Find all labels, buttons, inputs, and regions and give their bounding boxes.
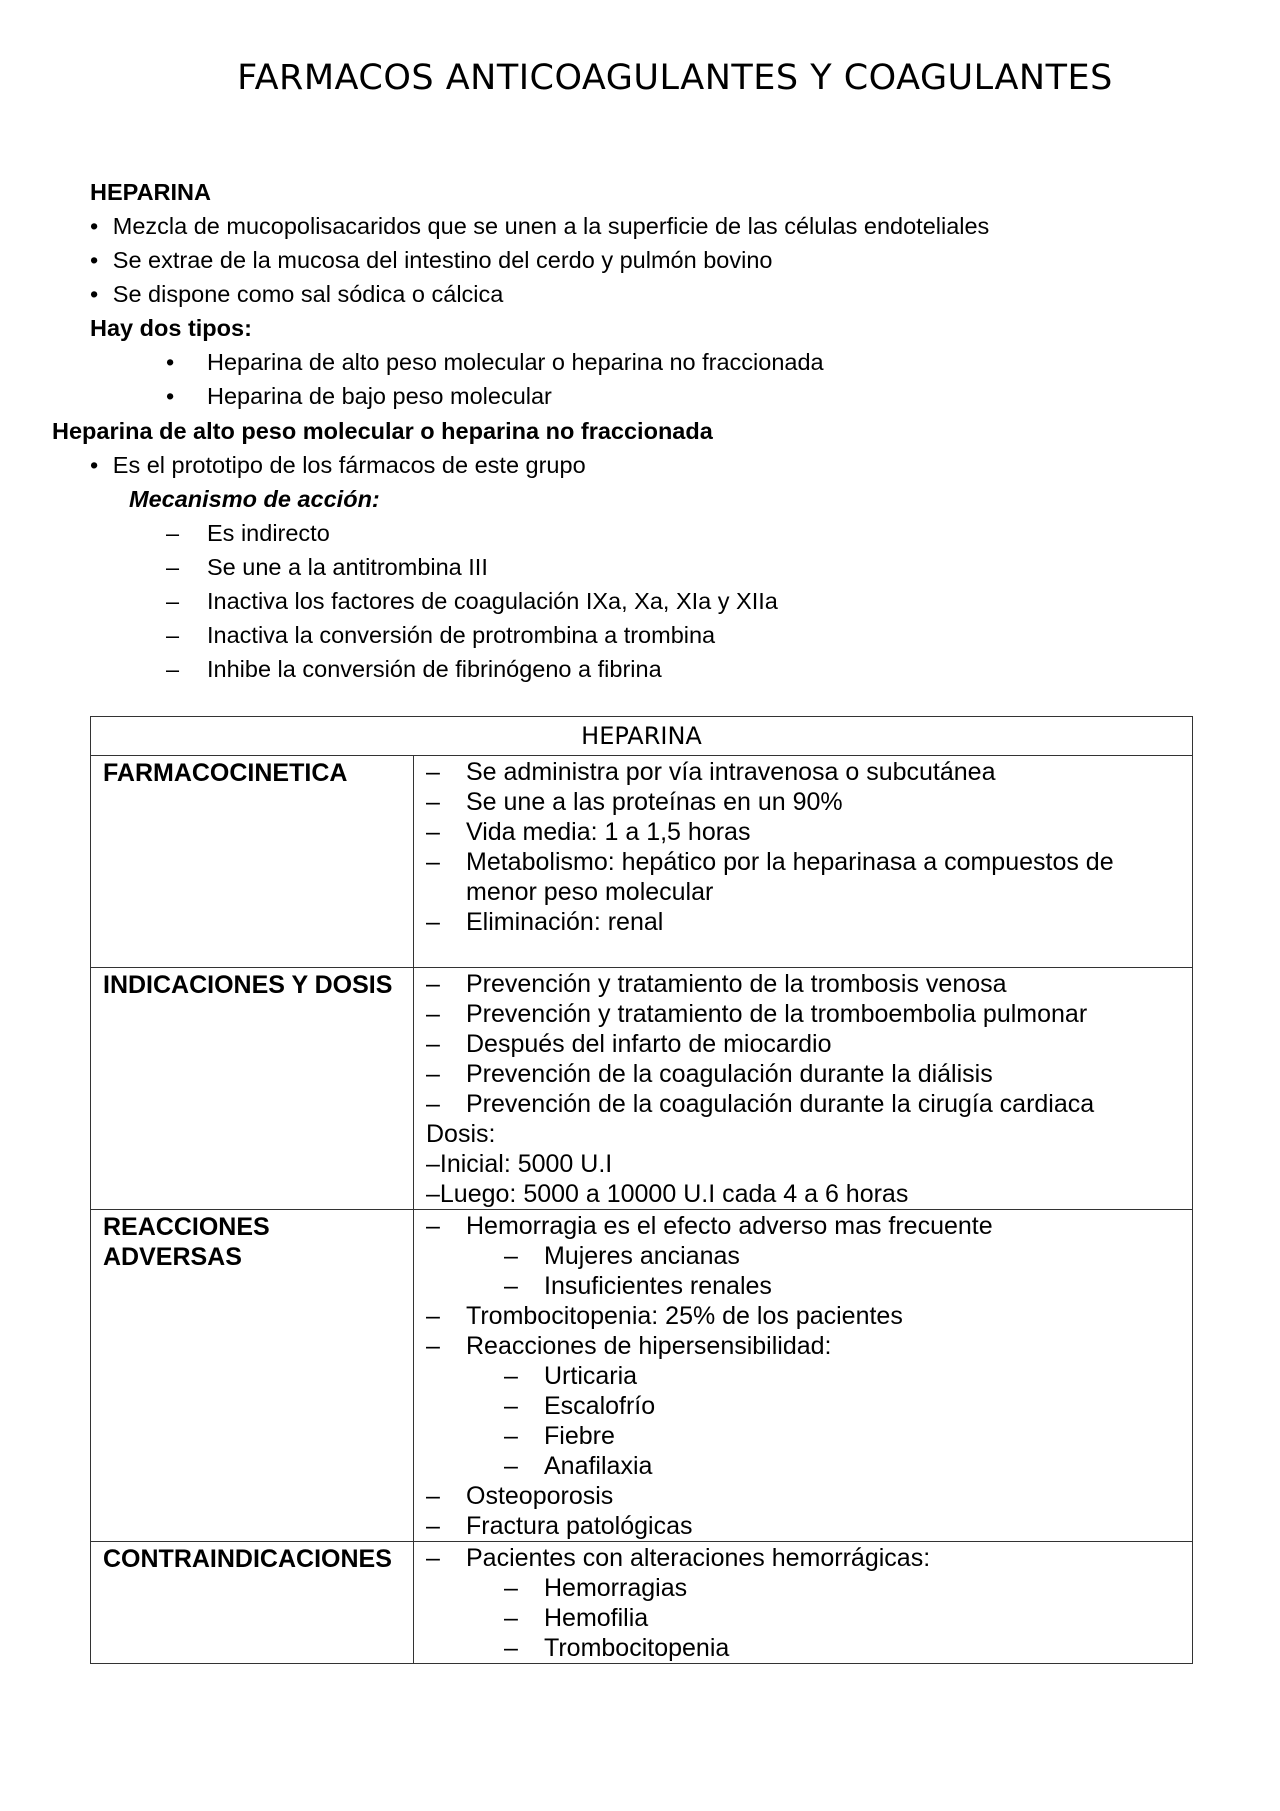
sub-list-item: – Hemorragias [504,1574,688,1602]
tipos-heading: Hay dos tipos: [90,315,252,341]
list-item: – Pacientes con alteraciones hemorrágicas: [426,1544,931,1572]
row-label-reacciones: REACCIONES ADVERSAS [91,1210,414,1542]
row-label-indicaciones: INDICACIONES Y DOSIS [91,968,414,1210]
list-item: – Prevención de la coagulación durante la diálisis [426,1060,993,1088]
list-item: – Vida media: 1 a 1,5 horas [426,818,751,846]
dash-marker: – [166,656,180,682]
bullet-marker: • [90,213,99,239]
table-header: HEPARINA [91,717,1193,756]
list-item: – Se administra por vía intravenosa o subcutánea [426,758,996,786]
table-header-row [91,717,1193,756]
tipo-item-2: • Heparina de bajo peso molecular [166,383,552,409]
heparina-bullet-3: • Se dispone como sal sódica o cálcica [90,281,504,307]
list-item: – Prevención y tratamiento de la trombosis venosa [426,970,1007,998]
dash-marker: – [166,520,180,546]
hapm-bullet: • Es el prototipo de los fármacos de este grupo [90,452,586,478]
tipo-item-1: • Heparina de alto peso molecular o heparina no fraccionada [166,349,824,375]
table-row [91,968,1193,1210]
list-item: – Metabolismo: hepático por la heparinasa a compuestos de menor peso molecular [426,848,1114,906]
dash-marker: – [166,622,180,648]
list-item: – Hemorragia es el efecto adverso mas frecuente [426,1212,993,1240]
sub-list-item: – Mujeres ancianas [504,1242,740,1270]
dosis-label: Dosis: [426,1120,496,1148]
heparina-bullet-1: • Mezcla de mucopolisacaridos que se unen a la superficie de las células endoteliales [90,213,990,239]
hapm-heading: Heparina de alto peso molecular o heparina no fraccionada [52,418,713,444]
row-content-indicaciones [414,968,1193,1210]
bullet-marker: • [90,281,99,307]
list-item: – Trombocitopenia: 25% de los pacientes [426,1302,903,1330]
mecanismo-item-2: – Se une a la antitrombina III [166,554,488,580]
list-item: – Fractura patológicas [426,1512,693,1540]
mecanismo-heading: Mecanismo de acción: [129,486,380,512]
row-label-farmacocinetica: FARMACOCINETICA [91,756,414,968]
page-title: FARMACOS ANTICOAGULANTES Y COAGULANTES [237,58,1113,98]
heparina-heading: HEPARINA [90,179,211,205]
sub-list-item: – Fiebre [504,1422,615,1450]
heparina-table [90,716,1193,1664]
row-content-farmacocinetica [414,756,1193,968]
sub-list-item: – Anafilaxia [504,1452,653,1480]
row-label-contraindicaciones: CONTRAINDICACIONES [91,1542,414,1664]
mecanismo-item-3: – Inactiva los factores de coagulación IXa, Xa, XIa y XIIa [166,588,778,614]
bullet-marker: • [166,349,175,375]
list-item: – Osteoporosis [426,1482,614,1510]
sub-list-item: – Urticaria [504,1362,638,1390]
list-item: – Eliminación: renal [426,908,664,936]
bullet-marker: • [90,452,99,478]
bullet-marker: • [90,247,99,273]
mecanismo-item-5: – Inhibe la conversión de fibrinógeno a fibrina [166,656,662,682]
dash-marker: – [166,554,180,580]
list-item: – Después del infarto de miocardio [426,1030,832,1058]
sub-list-item: – Trombocitopenia [504,1634,730,1662]
list-item: – Prevención y tratamiento de la tromboembolia pulmonar [426,1000,1088,1028]
sub-list-item: – Insuficientes renales [504,1272,772,1300]
mecanismo-item-1: – Es indirecto [166,520,330,546]
list-item: – Se une a las proteínas en un 90% [426,788,843,816]
dosis-item: –Inicial: 5000 U.I [426,1150,613,1178]
table-row [91,1210,1193,1542]
bullet-marker: • [166,383,175,409]
list-item: – Prevención de la coagulación durante la cirugía cardiaca [426,1090,1095,1118]
row-content-reacciones [414,1210,1193,1542]
dosis-item: –Luego: 5000 a 10000 U.I cada 4 a 6 horas [426,1180,909,1208]
mecanismo-item-4: – Inactiva la conversión de protrombina a trombina [166,622,716,648]
dash-marker: – [166,588,180,614]
table-row [91,1542,1193,1664]
row-content-contraindicaciones [414,1542,1193,1664]
table-row [91,756,1193,968]
sub-list-item: – Hemofilia [504,1604,649,1632]
sub-list-item: – Escalofrío [504,1392,656,1420]
list-item: – Reacciones de hipersensibilidad: [426,1332,832,1360]
heparina-bullet-2: • Se extrae de la mucosa del intestino del cerdo y pulmón bovino [90,247,773,273]
